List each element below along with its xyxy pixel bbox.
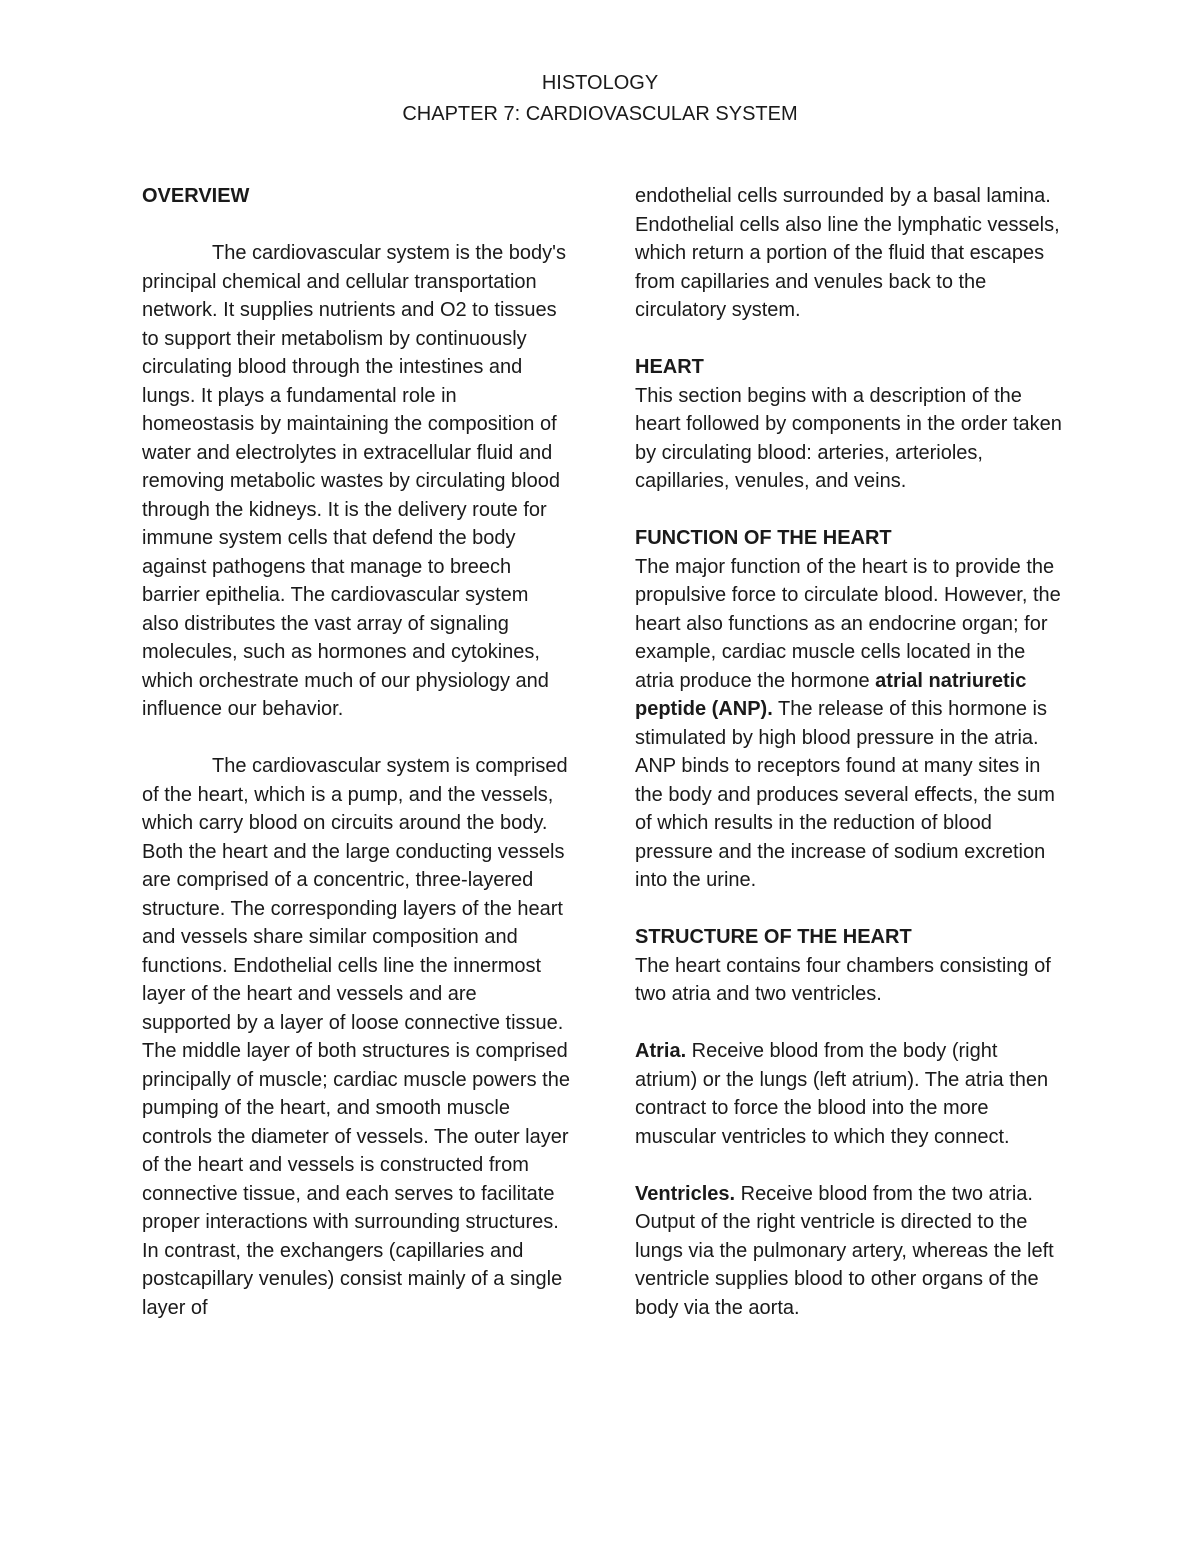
anp-term: atrial natriuretic peptide (ANP). xyxy=(635,669,1027,720)
spacer xyxy=(635,895,1065,924)
left-column xyxy=(142,182,570,1322)
ventricles-paragraph xyxy=(635,1180,1065,1323)
atria-term: Atria. xyxy=(635,1040,687,1062)
atria-paragraph xyxy=(635,1037,1065,1151)
function-heading: FUNCTION OF THE HEART xyxy=(635,527,892,549)
spacer xyxy=(635,496,1065,525)
overview-continuation: endothelial cells surrounded by a basal lamina. Endothelial cells also line the lymphatic vessels, which return a portion of the fluid that escapes from capillaries and venules back to the circulatory system. xyxy=(635,185,1060,321)
heart-heading: HEART xyxy=(635,356,704,378)
overview-heading: OVERVIEW xyxy=(142,185,250,207)
spacer xyxy=(635,1009,1065,1038)
function-text-2: The release of this hormone is stimulated by high blood pressure in the atria. ANP binds to receptors found at many sites in the body and produces several effects, the sum of which results in the reduction of blood pressure and the increase of sodium excretion into the urine. xyxy=(635,698,1055,891)
page-header xyxy=(0,68,1200,130)
spacer xyxy=(635,325,1065,354)
structure-heading: STRUCTURE OF THE HEART xyxy=(635,926,912,948)
heart-paragraph: This section begins with a description of the heart followed by components in the order taken by circulating blood: arteries, arterioles, capillaries, venules, and veins. xyxy=(635,384,1062,492)
chapter-title: CHAPTER 7: CARDIOVASCULAR SYSTEM xyxy=(402,103,798,125)
spacer xyxy=(635,1151,1065,1180)
overview-paragraph-2: The cardiovascular system is comprised of the heart, which is a pump, and the vessels, which carry blood on circuits around the body. Both the heart and the large conducting vessels are comprised of a concentric, three-layered structure. The corresponding layers of the heart and vessels share similar composition and functions. Endothelial cells line the innermost layer of the heart and vessels and are supported by a layer of loose connective tissue. The middle layer of both structures is comprised principally of muscle; cardiac muscle powers the pumping of the heart, and smooth muscle controls the diameter of vessels. The outer layer of the heart and vessels is constructed from connective tissue, and each serves to facilitate proper interactions with surrounding structures. In contrast, the exchangers (capillaries and postcapillary venules) consist mainly of a single layer of xyxy=(142,755,570,1319)
function-text-1: The major function of the heart is to provide the propulsive force to circulate blood. However, the heart also functions as an endocrine organ; for example, cardiac muscle cells located in the atria produce the hormone xyxy=(635,555,1061,692)
ventricles-term: Ventricles. xyxy=(635,1182,736,1205)
ventricles-text: Receive blood from the two atria. Output of the right ventricle is directed to the lungs via the pulmonary artery, whereas the left ventricle supplies blood to other organs of the body via the aorta. xyxy=(635,1182,1054,1319)
function-paragraph xyxy=(635,553,1065,895)
document-title: HISTOLOGY xyxy=(541,72,659,94)
structure-paragraph: The heart contains four chambers consisting of two atria and two ventricles. xyxy=(635,954,1051,1005)
spacer xyxy=(142,211,570,240)
overview-paragraph-1: The cardiovascular system is the body's principal chemical and cellular transportation network. It supplies nutrients and O2 to tissues to support their metabolism by continuously circulating blood through the intestines and lungs. It plays a fundamental role in homeostasis by maintaining the composition of water and electrolytes in extracellular fluid and removing metabolic wastes by circulating blood through the kidneys. It is the delivery route for immune system cells that defend the body against pathogens that manage to breech barrier epithelia. The cardiovascular system also distributes the vast array of signaling molecules, such as hormones and cytokines, which orchestrate much of our physiology and influence our behavior. xyxy=(142,242,566,720)
atria-text: Receive blood from the body (right atrium) or the lungs (left atrium). The atria then contract to force the blood into the more muscular ventricles to which they connect. xyxy=(635,1040,1049,1148)
spacer xyxy=(142,724,570,753)
right-column xyxy=(635,182,1065,1322)
